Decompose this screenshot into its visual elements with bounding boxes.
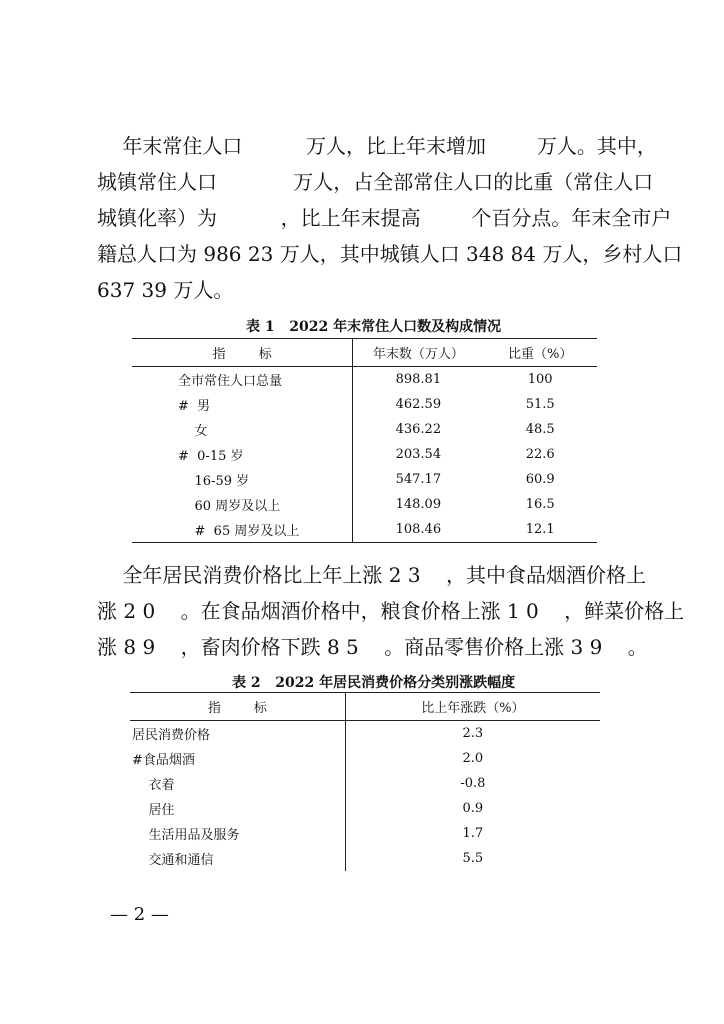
paragraph-line: 涨 2 0 。在食品烟酒价格中，粮食价格上涨 1 0 ，鲜菜价格上 bbox=[97, 599, 685, 623]
table-cell-indicator: 16-59 岁 bbox=[132, 467, 353, 492]
table-row bbox=[132, 367, 597, 393]
consumer-price-table bbox=[130, 692, 600, 871]
table2-caption: 表 2 2022 年居民消费价格分类别涨跌幅度 bbox=[232, 675, 516, 691]
table-row bbox=[132, 492, 597, 517]
paragraph-line: 城镇化率）为 ，比上年末提高 个百分点。年末全市户 bbox=[97, 206, 672, 230]
table-header-row bbox=[130, 693, 600, 721]
table-cell-value: 203.54 bbox=[395, 447, 442, 462]
table-cell-proportion: 60.9 bbox=[525, 472, 555, 487]
table-cell-change: 2.0 bbox=[462, 751, 484, 766]
table-cell-indicator: # 0-15 岁 bbox=[132, 442, 353, 467]
population-table bbox=[132, 338, 597, 543]
table-cell-indicator: 女 bbox=[132, 417, 353, 442]
table-cell-value: 462.59 bbox=[395, 397, 442, 412]
paragraph-line: 城镇常住人口 万人，占全部常住人口的比重（常住人口 bbox=[97, 170, 654, 194]
paragraph-line: 全年居民消费价格比上年上涨 2 3 ，其中食品烟酒价格上 bbox=[97, 563, 647, 587]
table-cell-indicator: #食品烟酒 bbox=[130, 746, 345, 771]
table-row bbox=[132, 442, 597, 467]
table-cell-indicator: # 65 周岁及以上 bbox=[132, 517, 353, 543]
table-cell-indicator: 交通和通信 bbox=[130, 846, 345, 871]
table-row bbox=[132, 517, 597, 543]
table-row bbox=[132, 392, 597, 417]
table-cell-proportion: 100 bbox=[527, 372, 553, 387]
table-cell-value: 898.81 bbox=[395, 372, 442, 387]
paragraph-line: 637 39 万人。 bbox=[97, 278, 234, 302]
table-header-row bbox=[132, 339, 597, 367]
table-cell-proportion: 22.6 bbox=[525, 447, 555, 462]
table-cell-indicator: 生活用品及服务 bbox=[130, 821, 345, 846]
paragraph-prices bbox=[97, 557, 685, 665]
table-cell-indicator: 衣着 bbox=[130, 771, 345, 796]
table-cell-indicator: 60 周岁及以上 bbox=[132, 492, 353, 517]
table-header-indicator: 指 标 bbox=[132, 339, 353, 367]
paragraph-population bbox=[97, 128, 683, 308]
table-cell-indicator: 居住 bbox=[130, 796, 345, 821]
table-cell-indicator: # 男 bbox=[132, 392, 353, 417]
paragraph-line: 涨 8 9 ，畜肉价格下跌 8 5 。商品零售价格上涨 3 9 。 bbox=[97, 635, 648, 659]
table-row bbox=[130, 721, 600, 747]
table-header-proportion: 比重（%） bbox=[483, 339, 597, 367]
table-header-indicator: 指 标 bbox=[130, 693, 345, 721]
table-cell-change: 5.5 bbox=[462, 851, 484, 866]
table-row bbox=[130, 746, 600, 771]
table-cell-change: 2.3 bbox=[462, 726, 484, 741]
table-cell-change: 0.9 bbox=[462, 801, 484, 816]
page-number: — 2 — bbox=[110, 904, 169, 925]
table-row bbox=[130, 796, 600, 821]
table1-caption: 表 1 2022 年末常住人口数及构成情况 bbox=[246, 319, 502, 335]
table-cell-proportion: 12.1 bbox=[525, 522, 555, 537]
table-cell-proportion: 16.5 bbox=[525, 497, 555, 512]
table-row bbox=[130, 821, 600, 846]
table-cell-proportion: 51.5 bbox=[525, 397, 555, 412]
table-cell-indicator: 全市常住人口总量 bbox=[132, 367, 353, 393]
table-row bbox=[130, 771, 600, 796]
table-cell-proportion: 48.5 bbox=[525, 422, 555, 437]
table-row bbox=[130, 846, 600, 871]
table-cell-indicator: 居民消费价格 bbox=[130, 721, 345, 747]
table-cell-change: -0.8 bbox=[460, 776, 486, 791]
paragraph-line: 籍总人口为 986 23 万人，其中城镇人口 348 84 万人，乡村人口 bbox=[97, 242, 683, 266]
table-row bbox=[132, 467, 597, 492]
table-cell-value: 436.22 bbox=[395, 422, 442, 437]
table-cell-change: 1.7 bbox=[462, 826, 484, 841]
table-header-year-end: 年末数（万人） bbox=[353, 339, 484, 367]
table-header-change: 比上年涨跌（%） bbox=[345, 693, 600, 721]
paragraph-line: 年末常住人口 万人，比上年末增加 万人。其中， bbox=[97, 134, 657, 158]
table-row bbox=[132, 417, 597, 442]
table-cell-value: 547.17 bbox=[395, 472, 442, 487]
table-cell-value: 148.09 bbox=[395, 497, 442, 512]
table-cell-value: 108.46 bbox=[395, 522, 442, 537]
